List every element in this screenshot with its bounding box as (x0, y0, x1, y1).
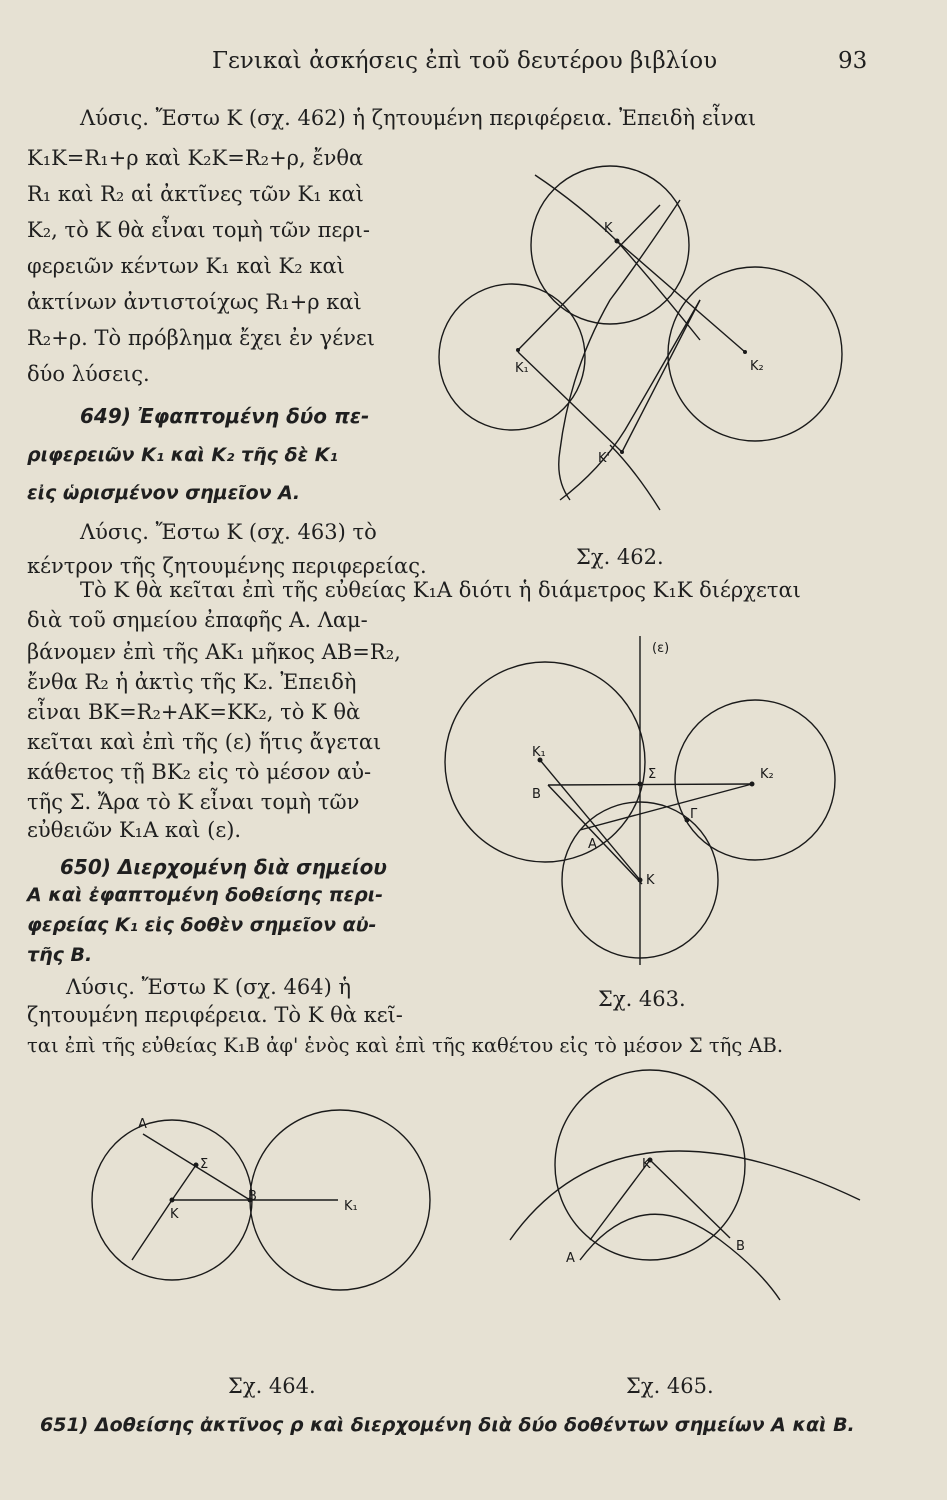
figure-462 (439, 166, 842, 510)
line-k1kprime (518, 352, 622, 452)
text-line: ἀκτίνων ἀντιστοίχως R₁+ρ καὶ (27, 290, 362, 314)
text-line: βάνομεν ἐπὶ τῆς ΑΚ₁ μῆκος ΑΒ=R₂, (27, 640, 401, 664)
circle-k2 (668, 267, 842, 441)
line-kb (650, 1160, 730, 1238)
text-line: Κ₂, τὸ Κ θὰ εἶναι τομὴ τῶν περι- (27, 218, 370, 242)
caption-fig-464: Σχ. 464. (228, 1374, 316, 1398)
line-bk2 (548, 784, 752, 785)
text-line: R₂+ρ. Τὸ πρόβλημα ἔχει ἐν γένει (27, 326, 375, 350)
label-k1: Κ₁ (532, 745, 546, 760)
label-b: Β (532, 787, 541, 802)
text-line: Κ₁Κ=R₁+ρ καὶ Κ₂Κ=R₂+ρ, ἔνθα (27, 146, 364, 170)
text-line: Λύσις. Ἔστω Κ (σχ. 462) ἡ ζητουμένη περιφέρεια. Ἐπειδὴ εἶναι (80, 106, 757, 130)
text-line: ζητουμένη περιφέρεια. Τὸ Κ θὰ κεῖ- (27, 1003, 403, 1027)
circle-k2 (675, 700, 835, 860)
text-line: Λύσις. Ἔστω Κ (σχ. 463) τὸ (80, 520, 377, 544)
exercise-title-651: 651) Δοθείσης ἀκτῖνος ρ καὶ διερχομένη διὰ δύο δοθέντων σημείων Α καὶ Β. (40, 1414, 855, 1436)
figure-463 (445, 636, 835, 965)
text-line: ται ἐπὶ τῆς εὐθείας Κ₁Β ἀφ' ἑνὸς καὶ ἐπὶ τῆς καθέτου εἰς τὸ μέσον Σ τῆς ΑΒ. (27, 1034, 784, 1057)
exercise-title: φερείας Κ₁ εἰς δοθὲν σημεῖον αὐ- (27, 914, 377, 936)
exercise-title: Α καὶ ἐφαπτομένη δοθείσης περι- (27, 884, 384, 906)
page-number: 93 (838, 48, 868, 74)
text-line: τῆς Σ. Ἄρα τὸ Κ εἶναι τομὴ τῶν (27, 790, 360, 814)
text-line: Τὸ Κ θὰ κεῖται ἐπὶ τῆς εὐθείας Κ₁Α διότι ἡ διάμετρος Κ₁Κ διέρχεται (80, 578, 801, 602)
label-a: Α (588, 837, 597, 852)
label-k: Κ (646, 873, 655, 888)
caption-fig-463: Σχ. 463. (598, 987, 686, 1011)
line-ka (590, 1160, 650, 1240)
arc-upper (510, 1151, 860, 1240)
label-kprime: Κ' (598, 451, 611, 466)
label-a: Α (138, 1117, 147, 1132)
exercise-title: τῆς Β. (27, 944, 93, 966)
text-line: ἔνθα R₂ ἡ ἀκτὶς τῆς Κ₂. Ἐπειδὴ (27, 670, 357, 694)
label-b: Β (736, 1239, 745, 1254)
text-line: δύο λύσεις. (27, 362, 150, 386)
label-s: Σ (648, 767, 657, 782)
caption-fig-465: Σχ. 465. (626, 1374, 714, 1398)
line-kprimek2 (622, 300, 700, 452)
exercise-title: 650) Διερχομένη διὰ σημείου (60, 855, 387, 879)
figure-464 (92, 1110, 430, 1290)
text-line: R₁ καὶ R₂ αἱ ἀκτῖνες τῶν Κ₁ καὶ (27, 182, 364, 206)
arc-locus-2 (560, 300, 700, 500)
circle-k1 (439, 284, 585, 430)
label-epsilon: (ε) (652, 641, 670, 656)
label-k1: Κ₁ (344, 1199, 358, 1214)
label-k2: Κ₂ (750, 359, 764, 374)
line-perpendicular (172, 1165, 196, 1200)
caption-fig-462: Σχ. 462. (576, 545, 664, 569)
label-k: Κ (642, 1157, 651, 1172)
text-line: κεῖται καὶ ἐπὶ τῆς (ε) ἥτις ἄγεται (27, 730, 382, 754)
exercise-title: 649) Ἐφαπτομένη δύο πε- (80, 404, 370, 428)
text-line: Λύσις. Ἔστω Κ (σχ. 464) ἡ (66, 975, 352, 999)
arc-lower (610, 445, 660, 510)
text-line: κέντρον τῆς ζητουμένης περιφερείας. (27, 554, 427, 578)
label-k: Κ (604, 221, 613, 236)
label-s: Σ (200, 1157, 209, 1172)
exercise-title: εἰς ὡρισμένον σημεῖον Α. (27, 482, 301, 504)
running-title: Γενικαὶ ἀσκήσεις ἐπὶ τοῦ δευτέρου βιβλίου (212, 48, 718, 74)
line-extension (132, 1200, 172, 1260)
line-k1k (518, 205, 660, 350)
label-k1: Κ₁ (515, 361, 529, 376)
line-kk2 (617, 241, 745, 352)
text-line: εἶναι ΒΚ=R₂+ΑΚ=ΚΚ₂, τὸ Κ θὰ (27, 700, 361, 724)
label-a: Α (566, 1251, 575, 1266)
text-line: διὰ τοῦ σημείου ἐπαφῆς Α. Λαμ- (27, 608, 368, 632)
text-line: φερειῶν κέντων Κ₁ καὶ Κ₂ καὶ (27, 254, 345, 278)
exercise-title: ριφερειῶν Κ₁ καὶ Κ₂ τῆς δὲ Κ₁ (27, 444, 338, 466)
text-line: κάθετος τῇ ΒΚ₂ εἰς τὸ μέσον αὐ- (27, 760, 372, 784)
label-k: Κ (170, 1207, 179, 1222)
circle-k1 (445, 662, 645, 862)
arc-lower (580, 1214, 780, 1300)
line-ak2 (580, 784, 752, 830)
label-k2: Κ₂ (760, 767, 774, 782)
label-g: Γ (690, 807, 698, 822)
label-b: Β (248, 1189, 257, 1204)
figure-465 (510, 1070, 860, 1300)
text-line: εὐθειῶν Κ₁Α καὶ (ε). (27, 818, 242, 842)
